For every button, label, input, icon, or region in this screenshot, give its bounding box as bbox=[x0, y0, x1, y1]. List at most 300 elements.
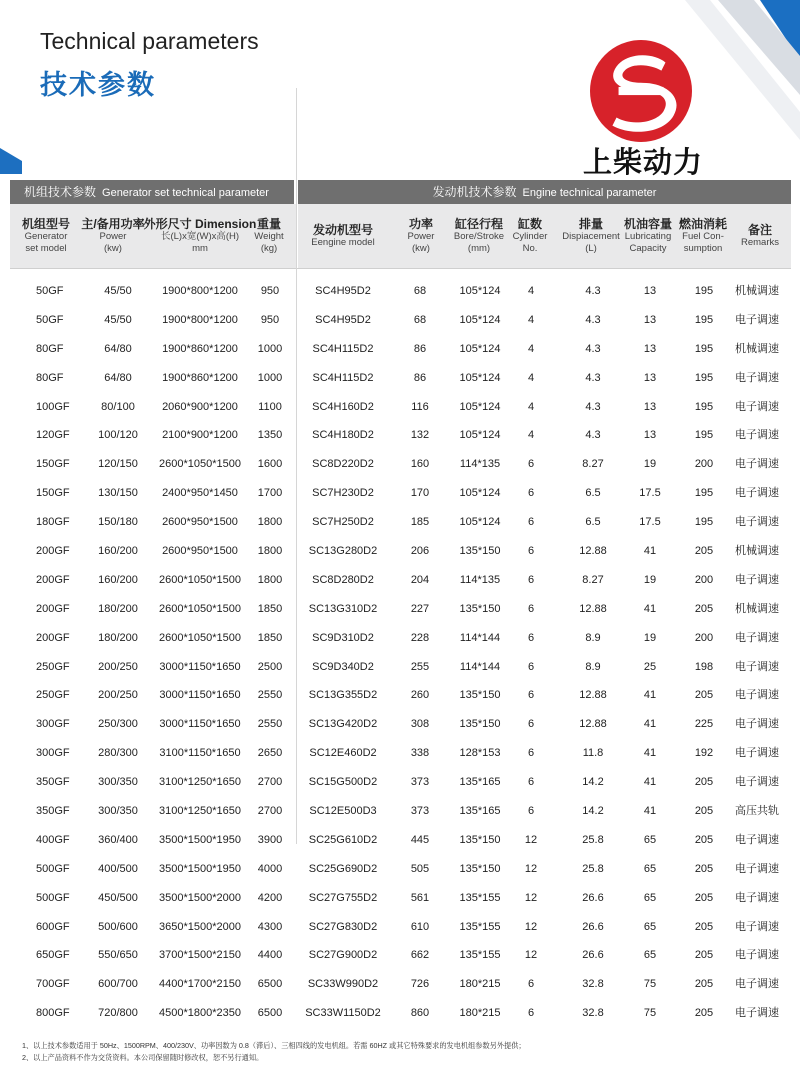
table-cell: 32.8 bbox=[582, 1007, 604, 1020]
table-cell: 160/200 bbox=[98, 545, 138, 558]
column-header bbox=[80, 204, 146, 268]
column-header-cn: 缸径行程 bbox=[454, 216, 503, 231]
column-header-en: (mm) bbox=[467, 242, 491, 254]
column-header-en: Eengine model bbox=[311, 236, 375, 248]
table-cell: 205 bbox=[694, 776, 714, 789]
table-cell: 6 bbox=[527, 1007, 535, 1020]
table-cell: 360/400 bbox=[98, 833, 138, 846]
column-header-en: Weight bbox=[254, 230, 284, 242]
table-cell: 300/350 bbox=[98, 776, 138, 789]
table-cell: SC12E460D2 bbox=[309, 747, 377, 760]
column-header bbox=[508, 204, 552, 268]
table-cell: 550/650 bbox=[98, 949, 138, 962]
table-cell: 200GF bbox=[36, 631, 70, 644]
table-cell: 120GF bbox=[36, 429, 70, 442]
table-cell: 200GF bbox=[36, 545, 70, 558]
table-cell: 高压共轨 bbox=[735, 805, 779, 818]
table-cell: 300GF bbox=[36, 718, 70, 731]
table-cell: 65 bbox=[643, 949, 657, 962]
table-cell: 1800 bbox=[257, 573, 283, 586]
table-cell: 19 bbox=[643, 573, 657, 586]
table-cell: 8.27 bbox=[582, 573, 604, 586]
table-cell: 19 bbox=[643, 458, 657, 471]
table-cell: 225 bbox=[694, 718, 714, 731]
table-row bbox=[10, 508, 791, 537]
table-cell: 1900*800*1200 bbox=[162, 313, 238, 326]
table-cell: SC33W990D2 bbox=[307, 978, 379, 991]
table-cell: SC4H115D2 bbox=[312, 342, 374, 355]
table-cell: 2100*900*1200 bbox=[162, 429, 238, 442]
column-header-en: Remarks bbox=[740, 236, 779, 248]
table-cell: 68 bbox=[413, 285, 427, 297]
table-cell: 205 bbox=[694, 862, 714, 875]
table-cell: 8.27 bbox=[582, 458, 604, 471]
table-cell: 105*124 bbox=[459, 429, 501, 442]
table-cell: 150GF bbox=[36, 487, 70, 500]
table-row bbox=[10, 306, 791, 335]
table-cell: 电子调速 bbox=[735, 862, 779, 875]
table-cell: 电子调速 bbox=[735, 949, 779, 962]
table-cell: SC8D220D2 bbox=[312, 458, 374, 471]
table-cell: 192 bbox=[694, 747, 714, 760]
table-cell: 6.5 bbox=[585, 516, 601, 529]
table-cell: 6 bbox=[527, 516, 535, 529]
table-cell: 400GF bbox=[36, 833, 70, 846]
table-cell: 180/200 bbox=[98, 602, 138, 615]
table-cell: 100/120 bbox=[98, 429, 138, 442]
table-cell: 机械调速 bbox=[735, 342, 779, 355]
table-cell: SC8D280D2 bbox=[312, 573, 374, 586]
table-cell: SC13G310D2 bbox=[308, 602, 378, 615]
table-cell: 228 bbox=[410, 631, 430, 644]
table-cell: SC4H95D2 bbox=[315, 285, 371, 297]
table-cell: 205 bbox=[694, 891, 714, 904]
table-cell: 65 bbox=[643, 920, 657, 933]
table-cell: 400/500 bbox=[98, 862, 138, 875]
table-cell: 2600*1050*1500 bbox=[159, 573, 241, 586]
table-cell: SC4H95D2 bbox=[315, 313, 371, 326]
table-cell: 电子调速 bbox=[735, 573, 779, 586]
table-cell: 4.3 bbox=[585, 342, 601, 355]
table-cell: 120/150 bbox=[98, 458, 138, 471]
table-cell: SC9D310D2 bbox=[312, 631, 374, 644]
table-cell: 4 bbox=[527, 400, 535, 413]
table-cell: 445 bbox=[410, 833, 430, 846]
table-cell: 3000*1150*1650 bbox=[159, 660, 241, 673]
table-row bbox=[10, 364, 791, 393]
table-cell: 4200 bbox=[257, 891, 283, 904]
table-cell: 4300 bbox=[257, 920, 283, 933]
table-cell: 195 bbox=[694, 487, 714, 500]
footnote-1: 1、以上技术参数适用于 50Hz、1500RPM、400/230V、功率因数为 0.8（滞后）、三相四线的发电机组。若需 60HZ 或其它特殊要求的发电机组参数另外提供； bbox=[22, 1041, 526, 1050]
table-cell: 2500 bbox=[257, 660, 283, 673]
engine-group-en: Engine technical parameter bbox=[522, 187, 657, 199]
table-cell: 64/80 bbox=[104, 371, 132, 384]
table-cell: 1850 bbox=[257, 631, 283, 644]
table-cell: 205 bbox=[694, 833, 714, 846]
table-cell: 205 bbox=[694, 602, 714, 615]
table-cell: 6 bbox=[527, 631, 535, 644]
table-cell: 195 bbox=[694, 313, 714, 326]
table-cell: 100GF bbox=[36, 400, 70, 413]
table-cell: 700GF bbox=[36, 978, 70, 991]
table-cell: 205 bbox=[694, 1007, 714, 1020]
table-cell: 6500 bbox=[257, 1007, 283, 1020]
table-cell: 135*165 bbox=[459, 805, 501, 818]
column-header-en: Lubricating bbox=[624, 230, 672, 242]
column-header bbox=[732, 204, 788, 268]
table-cell: 1900*800*1200 bbox=[162, 285, 238, 297]
table-cell: 1000 bbox=[257, 371, 283, 384]
table-row bbox=[10, 710, 791, 739]
table-cell: 12.88 bbox=[579, 718, 607, 731]
table-cell: 3700*1500*2150 bbox=[159, 949, 241, 962]
table-cell: 500GF bbox=[36, 891, 70, 904]
table-cell: SC4H180D2 bbox=[312, 429, 374, 442]
table-cell: 200GF bbox=[36, 573, 70, 586]
table-cell: 6.5 bbox=[585, 487, 601, 500]
table-cell: 195 bbox=[694, 429, 714, 442]
table-cell: 电子调速 bbox=[735, 660, 779, 673]
table-cell: 950 bbox=[260, 285, 280, 297]
table-cell: 65 bbox=[643, 833, 657, 846]
table-cell: 116 bbox=[411, 400, 429, 413]
table-cell: 128*153 bbox=[459, 747, 501, 760]
table-cell: 373 bbox=[410, 776, 430, 789]
table-cell: 2400*950*1450 bbox=[162, 487, 238, 500]
table-cell: 电子调速 bbox=[735, 689, 779, 702]
table-row bbox=[10, 884, 791, 913]
table-cell: 电子调速 bbox=[735, 458, 779, 471]
table-cell: 13 bbox=[643, 342, 657, 355]
table-cell: 8.9 bbox=[585, 660, 601, 673]
table-row bbox=[10, 855, 791, 884]
table-cell: 6 bbox=[527, 805, 535, 818]
table-cell: 电子调速 bbox=[735, 833, 779, 846]
table-cell: SC7H230D2 bbox=[312, 487, 374, 500]
column-header-en: 长(L)x宽(W)x高(H) bbox=[160, 230, 240, 242]
table-cell: 205 bbox=[694, 545, 714, 558]
table-cell: 12.88 bbox=[579, 545, 607, 558]
table-cell: 132 bbox=[410, 429, 430, 442]
table-cell: 6 bbox=[527, 689, 535, 702]
table-cell: 电子调速 bbox=[735, 718, 779, 731]
table-cell: SC9D340D2 bbox=[312, 660, 374, 673]
table-row bbox=[10, 768, 791, 797]
table-cell: 204 bbox=[410, 573, 430, 586]
table-cell: 3500*1500*1950 bbox=[159, 862, 241, 875]
table-cell: 205 bbox=[694, 949, 714, 962]
table-cell: 电子调速 bbox=[735, 631, 779, 644]
table-cell: 3100*1250*1650 bbox=[159, 776, 241, 789]
table-cell: 3000*1150*1650 bbox=[159, 689, 241, 702]
column-header-en: set model bbox=[25, 242, 67, 254]
table-cell: 205 bbox=[694, 978, 714, 991]
table-cell: 2600*950*1500 bbox=[162, 545, 238, 558]
table-cell: 2650 bbox=[257, 747, 283, 760]
table-row bbox=[10, 739, 791, 768]
table-cell: 4 bbox=[527, 313, 535, 326]
column-header-cn: 燃油消耗 bbox=[678, 216, 727, 231]
table-cell: 4 bbox=[527, 285, 535, 297]
table-cell: 80GF bbox=[36, 371, 64, 384]
column-header-en: Dispiacement bbox=[562, 230, 620, 242]
table-cell: 160 bbox=[410, 458, 430, 471]
table-cell: 600/700 bbox=[98, 978, 138, 991]
table-row bbox=[10, 595, 791, 624]
table-cell: 195 bbox=[694, 400, 714, 413]
generator-group-header bbox=[10, 180, 294, 204]
table-cell: 726 bbox=[410, 978, 430, 991]
table-cell: 500GF bbox=[36, 862, 70, 875]
table-row bbox=[10, 797, 791, 826]
table-cell: 135*155 bbox=[459, 949, 501, 962]
table-cell: 206 bbox=[410, 545, 430, 558]
table-cell: 1350 bbox=[257, 429, 283, 442]
table-cell: 1900*860*1200 bbox=[162, 371, 238, 384]
table-cell: 4500*1800*2350 bbox=[159, 1007, 241, 1020]
table-cell: 4 bbox=[527, 371, 535, 384]
column-header-en: Bore/Stroke bbox=[453, 230, 505, 242]
table-cell: 2600*950*1500 bbox=[162, 516, 238, 529]
table-cell: 300GF bbox=[36, 747, 70, 760]
table-cell: SC27G755D2 bbox=[308, 891, 378, 904]
table-cell: 14.2 bbox=[582, 805, 604, 818]
table-cell: 6 bbox=[527, 458, 535, 471]
table-cell: 114*144 bbox=[459, 660, 501, 673]
table-cell: 41 bbox=[643, 747, 657, 760]
table-cell: 860 bbox=[410, 1007, 430, 1020]
column-header-cn: 机组型号 bbox=[21, 216, 70, 231]
table-cell: 135*150 bbox=[459, 602, 501, 615]
table-cell: 13 bbox=[643, 285, 657, 297]
left-accent-bar bbox=[0, 148, 22, 174]
table-cell: 12.88 bbox=[579, 689, 607, 702]
table-cell: 950 bbox=[260, 313, 280, 326]
table-cell: 105*124 bbox=[459, 285, 501, 297]
table-cell: 180*215 bbox=[459, 978, 501, 991]
table-cell: 8.9 bbox=[585, 631, 601, 644]
company-logo bbox=[580, 40, 706, 179]
table-group-header bbox=[10, 180, 791, 204]
table-cell: 68 bbox=[413, 313, 427, 326]
table-cell: 250GF bbox=[36, 660, 70, 673]
table-row bbox=[10, 421, 791, 450]
table-cell: 2550 bbox=[257, 718, 283, 731]
column-header-en: mm bbox=[192, 242, 208, 254]
parameter-table bbox=[10, 180, 791, 1028]
table-cell: SC27G900D2 bbox=[308, 949, 378, 962]
table-cell: 350GF bbox=[36, 805, 70, 818]
table-cell: 电子调速 bbox=[735, 487, 779, 500]
table-cell: 6 bbox=[527, 978, 535, 991]
table-cell: 505 bbox=[410, 862, 430, 875]
table-cell: 6 bbox=[527, 487, 535, 500]
table-cell: 150/180 bbox=[98, 516, 138, 529]
table-cell: 195 bbox=[694, 371, 714, 384]
table-cell: 205 bbox=[694, 920, 714, 933]
table-cell: 电子调速 bbox=[735, 891, 779, 904]
table-cell: 6 bbox=[527, 747, 535, 760]
table-cell: 4400 bbox=[257, 949, 283, 962]
table-row bbox=[10, 653, 791, 682]
page-title-cn: 技术参数 bbox=[40, 70, 156, 100]
table-cell: 195 bbox=[694, 516, 714, 529]
table-cell: 65 bbox=[643, 891, 657, 904]
column-header-cn: 重量 bbox=[256, 216, 281, 231]
table-cell: 280/300 bbox=[98, 747, 138, 760]
table-cell: 250GF bbox=[36, 689, 70, 702]
table-cell: 135*155 bbox=[459, 891, 501, 904]
column-header-en: No. bbox=[522, 242, 538, 254]
table-cell: SC4H160D2 bbox=[312, 400, 374, 413]
table-cell: SC25G690D2 bbox=[308, 862, 378, 875]
table-cell: 45/50 bbox=[104, 285, 132, 297]
table-cell: 4.3 bbox=[585, 371, 601, 384]
table-row bbox=[10, 393, 791, 422]
table-cell: 11.8 bbox=[582, 747, 604, 760]
table-cell: 电子调速 bbox=[735, 313, 779, 326]
table-cell: 4.3 bbox=[585, 313, 601, 326]
logo-text: 上柴动力 bbox=[582, 147, 703, 179]
table-cell: 4000 bbox=[257, 862, 283, 875]
table-row bbox=[10, 479, 791, 508]
table-cell: 6 bbox=[527, 602, 535, 615]
table-cell: SC25G610D2 bbox=[308, 833, 378, 846]
column-header bbox=[619, 204, 677, 268]
table-row bbox=[10, 450, 791, 479]
table-cell: 180*215 bbox=[459, 1007, 501, 1020]
table-cell: 135*155 bbox=[459, 920, 501, 933]
table-cell: 41 bbox=[643, 689, 657, 702]
table-cell: 180/200 bbox=[98, 631, 138, 644]
table-cell: 电子调速 bbox=[735, 920, 779, 933]
table-cell: 2600*1050*1500 bbox=[159, 602, 241, 615]
table-cell: 86 bbox=[413, 342, 427, 355]
table-cell: SC12E500D3 bbox=[309, 805, 377, 818]
table-cell: 105*124 bbox=[459, 313, 501, 326]
table-cell: 150GF bbox=[36, 458, 70, 471]
table-cell: 4400*1700*2150 bbox=[159, 978, 241, 991]
table-cell: 135*150 bbox=[459, 545, 501, 558]
table-cell: 600GF bbox=[36, 920, 70, 933]
table-cell: 105*124 bbox=[459, 342, 501, 355]
column-header-cn: 主/备用功率 bbox=[81, 216, 145, 231]
table-cell: 45/50 bbox=[104, 313, 132, 326]
table-cell: 114*144 bbox=[459, 631, 501, 644]
table-cell: 114*135 bbox=[459, 458, 501, 471]
table-cell: 4 bbox=[527, 429, 535, 442]
generator-group-en: Generator set technical parameter bbox=[102, 187, 269, 199]
column-header-cn: 功率 bbox=[408, 216, 433, 231]
table-cell: 180GF bbox=[36, 516, 70, 529]
table-cell: 195 bbox=[694, 285, 714, 297]
column-header-en: Cylinder bbox=[512, 230, 548, 242]
table-cell: 3650*1500*2000 bbox=[159, 920, 241, 933]
logo-mark-icon bbox=[590, 40, 692, 142]
column-header-cn: 缸数 bbox=[517, 216, 542, 231]
column-header-en: sumption bbox=[683, 242, 723, 254]
table-cell: 2550 bbox=[257, 689, 283, 702]
table-cell: 198 bbox=[694, 660, 714, 673]
column-header-en: (kg) bbox=[260, 242, 278, 254]
table-cell: 1600 bbox=[257, 458, 283, 471]
table-cell: 6 bbox=[527, 573, 535, 586]
table-row bbox=[10, 335, 791, 364]
table-cell: 500/600 bbox=[98, 920, 138, 933]
column-header-en: (kw) bbox=[104, 242, 122, 254]
table-cell: 75 bbox=[643, 1007, 657, 1020]
table-cell: 13 bbox=[643, 313, 657, 326]
table-cell: SC15G500D2 bbox=[308, 776, 378, 789]
table-cell: 1800 bbox=[257, 545, 283, 558]
table-cell: 250/300 bbox=[98, 718, 138, 731]
table-cell: 4.3 bbox=[585, 429, 601, 442]
table-cell: 25.8 bbox=[582, 862, 604, 875]
column-header-cn: 排量 bbox=[578, 216, 603, 231]
table-cell: SC27G830D2 bbox=[308, 920, 378, 933]
table-cell: 6 bbox=[527, 545, 535, 558]
table-body bbox=[10, 277, 791, 1028]
table-cell: 135*150 bbox=[459, 718, 501, 731]
table-cell: 电子调速 bbox=[735, 1007, 779, 1020]
table-cell: 1100 bbox=[258, 400, 282, 413]
table-cell: 170 bbox=[410, 487, 430, 500]
table-cell: 6 bbox=[527, 776, 535, 789]
column-header-en: Capacity bbox=[629, 242, 667, 254]
table-cell: 105*124 bbox=[459, 487, 501, 500]
column-divider bbox=[296, 88, 297, 844]
table-cell: 32.8 bbox=[582, 978, 604, 991]
column-header-en: (L) bbox=[585, 242, 597, 254]
table-cell: 41 bbox=[643, 545, 657, 558]
column-header-en: (kw) bbox=[412, 242, 430, 254]
table-cell: 662 bbox=[410, 949, 430, 962]
table-cell: 75 bbox=[643, 978, 657, 991]
table-cell: 338 bbox=[410, 747, 430, 760]
table-cell: 200GF bbox=[36, 602, 70, 615]
engine-group-cn: 发动机技术参数 bbox=[432, 185, 517, 199]
table-row bbox=[10, 999, 791, 1028]
table-cell: 800GF bbox=[36, 1007, 70, 1020]
footnotes bbox=[22, 1040, 526, 1064]
table-cell: 50GF bbox=[36, 285, 64, 297]
table-cell: 26.6 bbox=[582, 949, 604, 962]
table-cell: 185 bbox=[410, 516, 430, 529]
column-header bbox=[398, 204, 444, 268]
column-header-en: Fuel Con- bbox=[682, 230, 724, 242]
table-cell: 12 bbox=[524, 949, 538, 962]
table-cell: 3000*1150*1650 bbox=[159, 718, 241, 731]
column-header-en: Power bbox=[407, 230, 435, 242]
table-cell: 130/150 bbox=[98, 487, 138, 500]
table-cell: SC13G355D2 bbox=[308, 689, 378, 702]
table-cell: 19 bbox=[643, 631, 657, 644]
table-cell: 2600*1050*1500 bbox=[159, 631, 241, 644]
table-cell: SC33W1150D2 bbox=[305, 1007, 381, 1020]
table-cell: 6 bbox=[527, 660, 535, 673]
table-cell: 3100*1250*1650 bbox=[159, 805, 241, 818]
table-cell: 3500*1500*2000 bbox=[159, 891, 241, 904]
table-cell: 12 bbox=[524, 833, 538, 846]
table-cell: 3100*1150*1650 bbox=[159, 747, 241, 760]
table-row bbox=[10, 624, 791, 653]
table-cell: 电子调速 bbox=[735, 776, 779, 789]
table-cell: 373 bbox=[410, 805, 430, 818]
table-cell: 105*124 bbox=[459, 516, 501, 529]
column-header bbox=[249, 204, 289, 268]
column-header bbox=[676, 204, 730, 268]
